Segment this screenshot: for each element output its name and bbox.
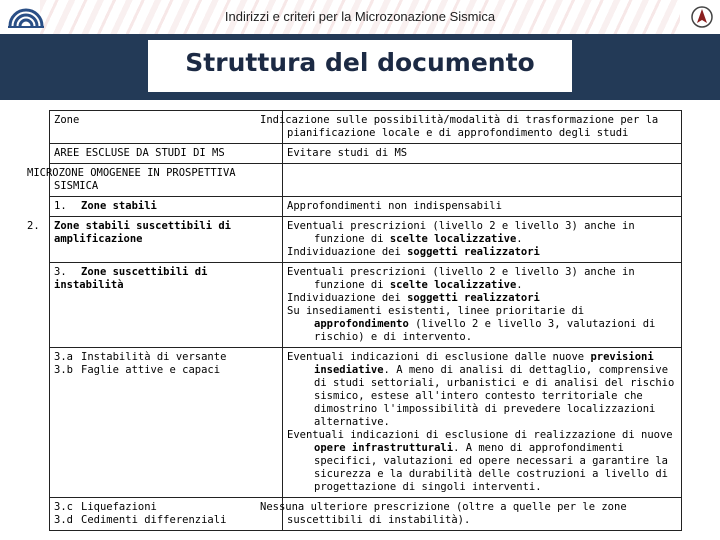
table-row xyxy=(50,348,682,498)
header-text: Indirizzi e criteri per la Microzonazione Sismica xyxy=(224,9,496,24)
indication-line: Eventuali prescrizioni (livello 2 e livello 3) anche in funzione di scelte localizzative. xyxy=(287,220,635,245)
cell-liquefaction-indication: Nessuna ulteriore prescrizione (oltre a quelle per le zone suscettibili di instabilità). xyxy=(283,498,682,531)
table-row xyxy=(50,498,682,531)
cell-slope-fault-zones xyxy=(50,348,283,498)
cell-homogeneous-microzones-indication xyxy=(283,164,682,197)
cell-homogeneous-microzones: MICROZONE OMOGENEE IN PROSPETTIVA SISMICA xyxy=(50,164,283,197)
cell-liquefaction-zones xyxy=(50,498,283,531)
table-row-header xyxy=(50,111,682,144)
zone-label: Zone stabili suscettibili di amplificazione xyxy=(54,220,232,245)
table-row xyxy=(50,144,682,164)
indication-paragraph: Eventuali indicazioni di esclusione dalle nuove previsioni insediative. A meno di analisi di dettaglio, comprensive di studi settoriali, urbanistici e di analisi del rischio sismico, estese all'intero contesto territoriale che dimostrino l'impossibilità di prevedere localizzazioni alternative. xyxy=(287,351,675,428)
indication-line: Eventuali prescrizioni (livello 2 e livello 3) anche in funzione di scelte localizzative. xyxy=(287,266,635,291)
indication-line: Su insediamenti esistenti, linee prioritarie di approfondimento (livello 2 e livello 3, valutazioni di rischio) e di intervento. xyxy=(287,305,656,343)
structure-table xyxy=(27,110,682,531)
zone-label: Zone stabili xyxy=(81,200,157,212)
row-number: 1. xyxy=(54,200,67,212)
page-title: Struttura del documento xyxy=(185,48,535,77)
row-number: 2. xyxy=(27,220,40,232)
cell-zone-header: Zone xyxy=(50,111,283,144)
cell-amplification-zones-indication xyxy=(283,217,682,263)
cell-slope-fault-indication xyxy=(283,348,682,498)
sub-zone: 3.d Cedimenti differenziali xyxy=(54,514,227,526)
zone-label: Zone suscettibili di instabilità xyxy=(54,266,208,291)
indication-paragraph: Eventuali indicazioni di esclusione di realizzazione di nuove opere infrastrutturali. A meno di approfondimenti specifici, valutazioni ed opere necessari a garantire la sicurezza e la durabilità delle costruzioni a livello di progettazione di singoli interventi. xyxy=(287,429,673,493)
table-row xyxy=(50,217,682,263)
sub-zone: 3.b Faglie attive e capaci xyxy=(54,364,221,376)
cell-stable-zones xyxy=(50,197,283,217)
table-row xyxy=(50,197,682,217)
table-row xyxy=(50,263,682,348)
sub-zone: 3.a Instabilità di versante xyxy=(54,351,227,363)
row-number: 3. xyxy=(54,266,67,278)
cell-indication-header: Indicazione sulle possibilità/modalità di trasformazione per la pianificazione locale e di approfondimento degli studi xyxy=(283,111,682,144)
cell-instability-zones xyxy=(50,263,283,348)
indication-line: Individuazione dei soggetti realizzatori xyxy=(287,246,540,258)
indication-line: Individuazione dei soggetti realizzatori xyxy=(287,292,540,304)
table-row xyxy=(50,164,682,197)
sub-zone: 3.c Liquefazioni xyxy=(54,501,157,513)
cell-excluded-areas: AREE ESCLUSE DA STUDI DI MS xyxy=(50,144,283,164)
cell-instability-zones-indication xyxy=(283,263,682,348)
cell-excluded-areas-indication: Evitare studi di MS xyxy=(283,144,682,164)
cell-amplification-zones xyxy=(27,217,283,263)
cell-stable-zones-indication: Approfondimenti non indispensabili xyxy=(283,197,682,217)
